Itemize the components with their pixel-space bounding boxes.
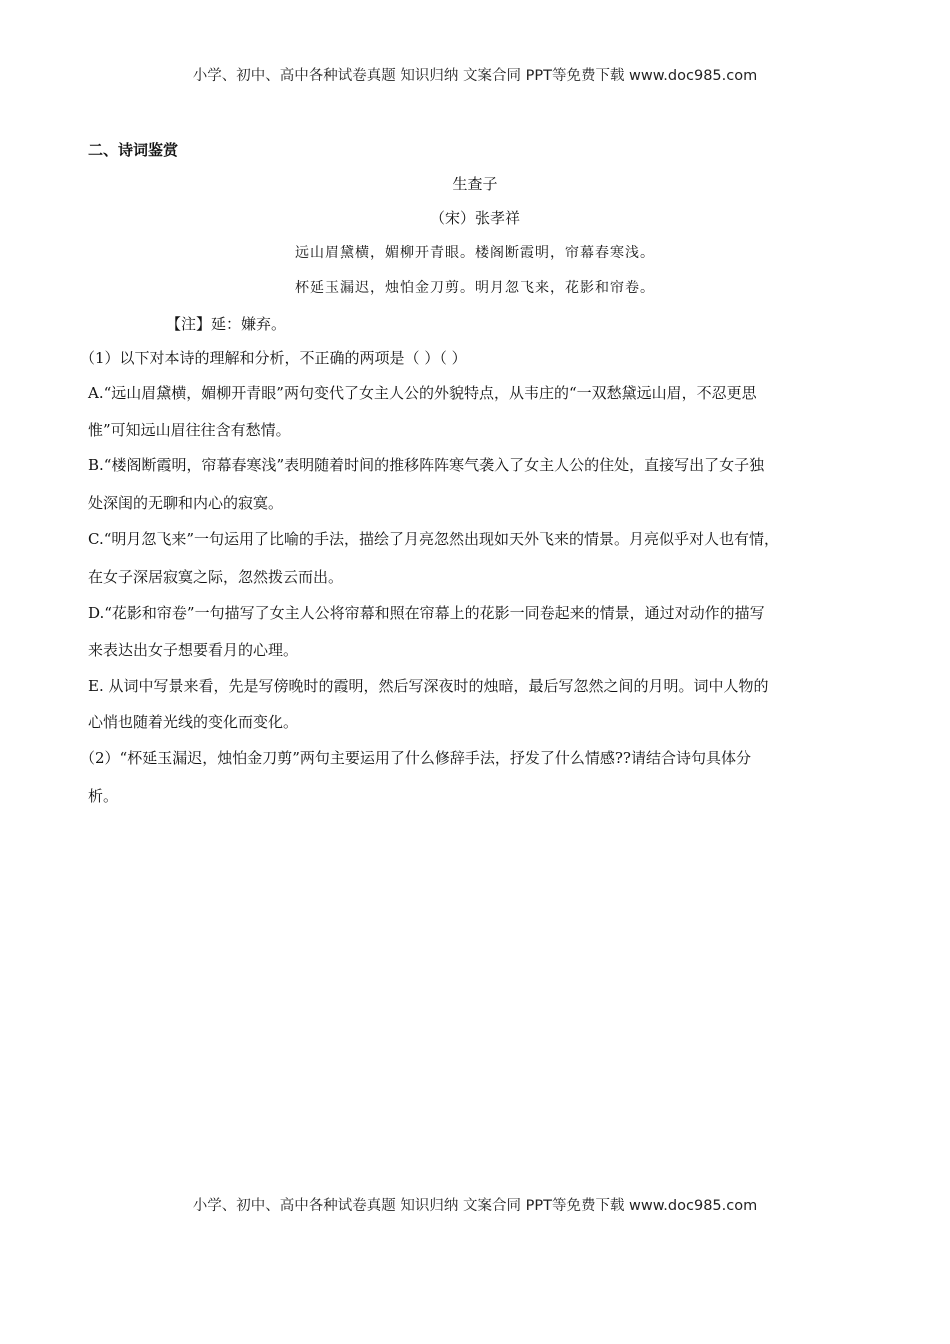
poem-line: 远山眉黛横，媚柳开青眼。楼阁断霞明，帘幕春寒浅。: [295, 245, 655, 261]
option-e-line: E. 从词中写景来看，先是写傍晚时的霞明，然后写深夜时的烛暗，最后写忽然之间的月明。词中人物的: [88, 677, 769, 695]
poem-title: 生查子: [452, 175, 498, 193]
poem-line: 杯延玉漏迟，烛怕金刀剪。明月忽飞来，花影和帘卷。: [295, 280, 655, 296]
option-a-line: 惟”可知远山眉往往含有愁情。: [88, 421, 291, 439]
option-c-line: C.“明月忽飞来”一句运用了比喻的手法，描绘了月亮忽然出现如天外飞来的情景。月亮似乎对人也有情，: [88, 530, 780, 548]
option-d-line: D.“花影和帘卷”一句描写了女主人公将帘幕和照在帘幕上的花影一同卷起来的情景，通过对动作的描写: [88, 604, 765, 622]
poem-author: （宋）张孝祥: [429, 209, 520, 227]
option-a-line: A.“远山眉黛横，媚柳开青眼”两句变代了女主人公的外貌特点，从韦庄的“一双愁黛远山眉，不忍更思: [88, 384, 757, 402]
page-header: 小学、初中、高中各种试卷真题 知识归纳 文案合同 PPT等免费下载 www.doc985.com: [192, 68, 758, 84]
option-b-line: B.“楼阁断霞明，帘幕春寒浅”表明随着时间的推移阵阵寒气袭入了女主人公的住处，直接写出了女子独: [88, 456, 765, 474]
question-1-stem: （1）以下对本诗的理解和分析，不正确的两项是（ ）（ ）: [80, 349, 467, 367]
page-footer: 小学、初中、高中各种试卷真题 知识归纳 文案合同 PPT等免费下载 www.doc985.com: [192, 1198, 758, 1214]
question-2-line: （2）“杯延玉漏迟，烛怕金刀剪”两句主要运用了什么修辞手法，抒发了什么情感??请结合诗句具体分: [80, 749, 751, 767]
option-d-line: 来表达出女子想要看月的心理。: [88, 641, 299, 659]
poem-note: 【注】延：嫌弃。: [166, 315, 287, 333]
question-2-line: 析。: [88, 787, 119, 805]
option-c-line: 在女子深居寂寞之际，忽然拨云而出。: [88, 568, 344, 586]
option-b-line: 处深闺的无聊和内心的寂寞。: [88, 494, 284, 512]
section-title: 二、诗词鉴赏: [88, 141, 179, 159]
option-e-line: 心悄也随着光线的变化而变化。: [88, 713, 299, 731]
